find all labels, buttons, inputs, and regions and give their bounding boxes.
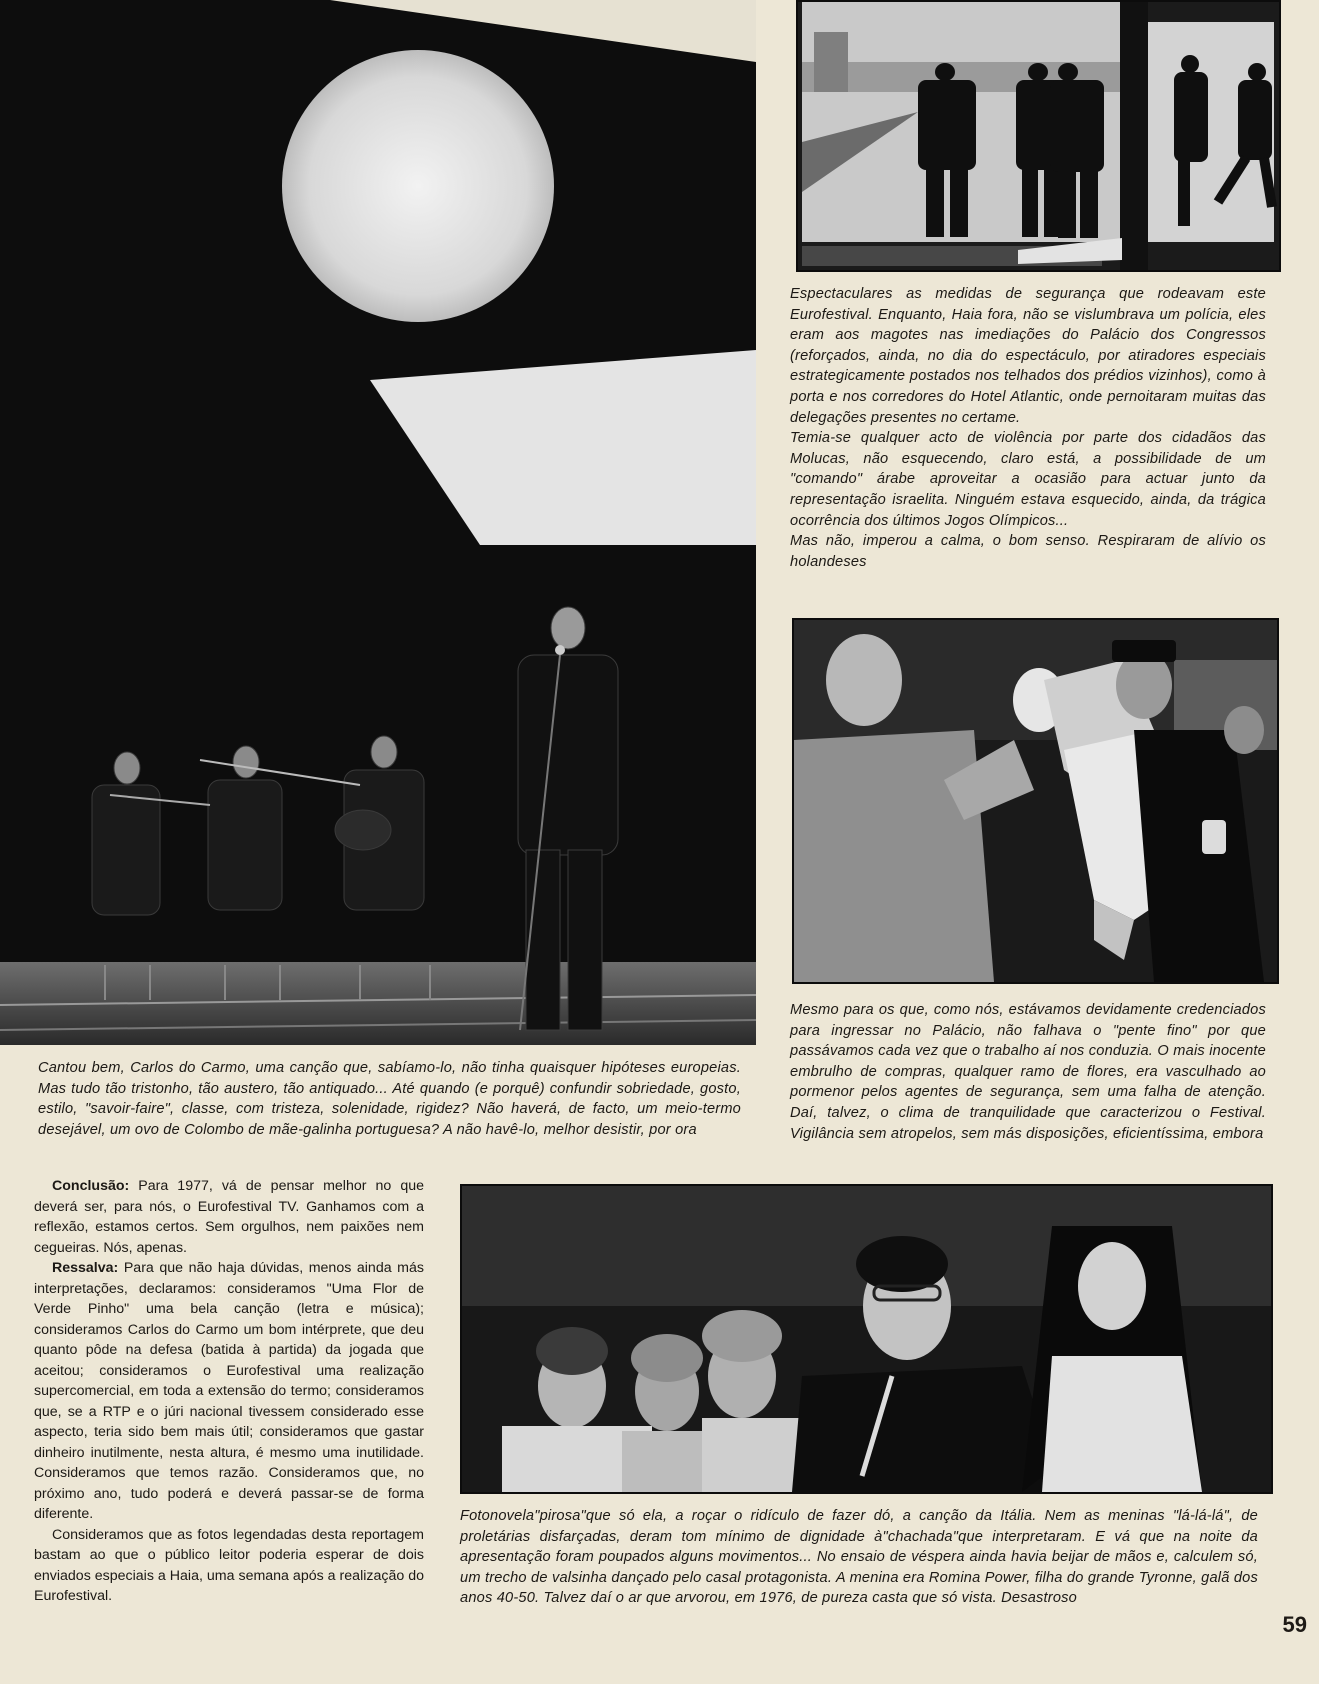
security-photo-art [798, 2, 1279, 270]
page-number: 59 [1282, 1612, 1307, 1637]
stage-photo [0, 0, 756, 1045]
conclusion-label: Conclusão: [52, 1178, 130, 1194]
conclusion-paragraph [34, 1176, 424, 1258]
italy-photo-art [462, 1186, 1271, 1492]
security-caption [790, 284, 1266, 572]
credentials-photo [792, 618, 1279, 984]
reservation-paragraph [34, 1258, 424, 1525]
security-caption-para-1: Espectaculares as medidas de segurança que rodeavam este Eurofestival. Enquanto, Haia fora, não se vislumbrava um polícia, eles eram aos magotes nas imediações do Palácio dos Congressos (reforçados, ainda, no dia do espectáculo, por atiradores especiais estrategicamente postados nos telhados dos prédios vizinhos), como à porta e nos corredores do Hotel Atlantic, onde pernoitaram muitas das delegações presentes no certame. [790, 286, 1266, 426]
security-caption-para-3: Mas não, imperou a calma, o bom senso. Respiraram de alívio os holandeses [790, 533, 1266, 570]
credentials-caption: Mesmo para os que, como nós, estávamos devidamente credenciados para ingressar no Palácio, não falhava o "pente fino" por que passávamos cada vez que o trabalho aí nos conduzia. O mais inocente embrulho de compras, qualquer ramo de flores, era vasculhado ao pormenor pelos agentes de segurança, sem uma falha de atenção. Daí, talvez, o clima de tranquilidade que caracterizou o Festival. Vigilância sem atropelos, sem más disposições, eficientíssima, embora [790, 1002, 1266, 1142]
article-body [34, 1176, 424, 1607]
stage-photo-art [0, 0, 756, 1045]
security-photo [796, 0, 1281, 272]
conclusion-text: Para 1977, vá de pensar melhor no que deverá ser, para nós, o Eurofestival TV. Ganhamos com a reflexão, estamos certos. Sem orgulhos, nem paixões nem cegueiras. Nós, apenas. [34, 1178, 424, 1256]
italy-caption: Fotonovela"pirosa"que só ela, a roçar o ridículo de fazer dó, a canção da Itália. Nem as meninas "lá-lá-lá", de proletárias disfarçadas, deram tom mínimo de dignidade à"chachada"que interpretaram. E vá que na noite da apresentação foram poupados alguns movimentos... No ensaio de véspera ainda havia beijar de mãos e, calculem só, um trecho de valsinha dançado pelo casal protagonista. A menina era Romina Power, filha do grande Tyronne, galã dos anos 40-50. Talvez daí o ar que arvorou, em 1976, de pureza casta que só vista. Desastroso [460, 1508, 1258, 1607]
final-paragraph: Consideramos que as fotos legendadas desta reportagem bastam ao que o público leitor poderia esperar de dois enviados especiais a Haia, uma semana após a realização do Eurofestival. [34, 1526, 424, 1604]
credentials-photo-art [794, 620, 1277, 982]
reservation-label: Ressalva: [52, 1260, 119, 1276]
reservation-text: Para que não haja dúvidas, menos ainda más interpretações, declaramos: consideramos "Uma Flor de Verde Pinho" uma bela canção (letra e música); consideramos Carlos do Carmo um bom intérprete, que deu quanto pôde na defesa (batida à partida) da jogada que aceitou; consideramos o Eurofestival uma realização supercomercial, em toda a extensão do termo; consideramos que, se a RTP e o júri nacional tivessem considerado esse aspecto, teria sido bem mais útil; consideramos que gastar dinheiro inutilmente, nesta altura, é mesmo uma inutilidade. Consideramos que temos razão. Consideramos que, no próximo ano, tudo poderá e deverá passar-se de forma diferente. [34, 1260, 424, 1522]
italy-photo [460, 1184, 1273, 1494]
security-caption-para-2: Temia-se qualquer acto de violência por parte dos cidadãos das Molucas, não esquecendo, claro está, a possibilidade de um "comando" árabe aproveitar a ocasião para actuar junto da representação israelita. Ninguém estava esquecido, ainda, da trágica ocorrência dos últimos Jogos Olímpicos... [790, 430, 1266, 529]
carlos-caption: Cantou bem, Carlos do Carmo, uma canção que, sabíamo-lo, não tinha quaisquer hipóteses europeias. Mas tudo tão tristonho, tão austero, tão antiquado... Até quando (e porquê) confundir sobriedade, gosto, estilo, "savoir-faire", classe, com tristeza, solenidade, rigidez? Não haverá, de facto, um meio-termo desejável, um ovo de Colombo de mãe-galinha portuguesa? A não havê-lo, melhor desistir, por ora [38, 1060, 741, 1138]
